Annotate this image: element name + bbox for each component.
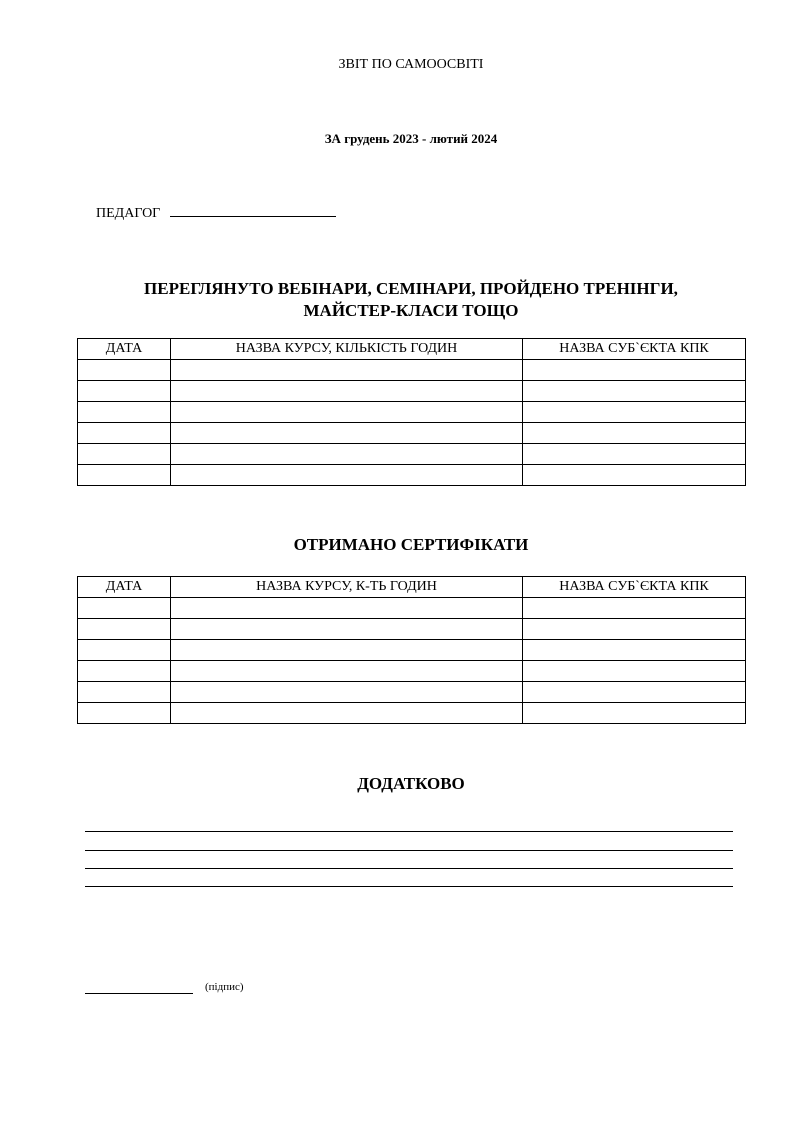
webinars-table [77,338,746,486]
signature-line[interactable] [85,993,193,994]
cell-date[interactable] [78,598,171,619]
cell-provider[interactable] [523,465,746,486]
cell-provider[interactable] [523,640,746,661]
cell-date[interactable] [78,465,171,486]
cell-course[interactable] [171,661,523,682]
cell-course[interactable] [171,598,523,619]
table-row [78,381,746,402]
additional-heading: ДОДАТКОВО [357,774,465,793]
table-header-row [78,577,746,598]
cell-provider[interactable] [523,703,746,724]
cell-course[interactable] [171,381,523,402]
webinars-heading-line2: МАЙСТЕР-КЛАСИ ТОЩО [303,301,519,320]
table-row [78,703,746,724]
additional-line-3[interactable] [85,868,733,869]
cell-provider[interactable] [523,682,746,703]
cell-date[interactable] [78,703,171,724]
table-row [78,640,746,661]
cell-course[interactable] [171,465,523,486]
webinars-heading-line1: ПЕРЕГЛЯНУТО ВЕБІНАРИ, СЕМІНАРИ, ПРОЙДЕНО ТРЕНІНГИ, [144,279,678,298]
table-row [78,423,746,444]
cell-course[interactable] [171,682,523,703]
cell-date[interactable] [78,661,171,682]
certificates-table [77,576,746,724]
cell-provider[interactable] [523,598,746,619]
table-row [78,598,746,619]
table-row [78,402,746,423]
table-row [78,444,746,465]
cell-date[interactable] [78,444,171,465]
cell-date[interactable] [78,360,171,381]
additional-line-1[interactable] [85,831,733,832]
cell-date[interactable] [78,402,171,423]
certificates-heading: ОТРИМАНО СЕРТИФІКАТИ [293,535,529,554]
table-row [78,682,746,703]
teacher-field [96,204,336,222]
cell-date[interactable] [78,682,171,703]
teacher-name-blank[interactable] [170,204,336,217]
cell-provider[interactable] [523,619,746,640]
column-header-course: НАЗВА КУРСУ, К-ТЬ ГОДИН [171,577,523,598]
cell-provider[interactable] [523,402,746,423]
cell-provider[interactable] [523,444,746,465]
column-header-date: ДАТА [78,339,171,360]
cell-provider[interactable] [523,381,746,402]
cell-provider[interactable] [523,423,746,444]
cell-course[interactable] [171,444,523,465]
table-row [78,661,746,682]
additional-line-4[interactable] [85,886,733,887]
additional-line-2[interactable] [85,850,733,851]
report-period: ЗА грудень 2023 - лютий 2024 [324,131,498,146]
document-title: ЗВІТ ПО САМООСВІТІ [338,57,484,72]
cell-course[interactable] [171,640,523,661]
cell-course[interactable] [171,619,523,640]
cell-provider[interactable] [523,360,746,381]
column-header-course: НАЗВА КУРСУ, КІЛЬКІСТЬ ГОДИН [171,339,523,360]
column-header-provider: НАЗВА СУБ`ЄКТА КПК [523,339,746,360]
cell-date[interactable] [78,381,171,402]
cell-course[interactable] [171,360,523,381]
table-row [78,465,746,486]
table-row [78,619,746,640]
table-row [78,360,746,381]
cell-date[interactable] [78,640,171,661]
cell-course[interactable] [171,703,523,724]
cell-date[interactable] [78,423,171,444]
teacher-label: ПЕДАГОГ [96,206,161,221]
cell-course[interactable] [171,402,523,423]
column-header-date: ДАТА [78,577,171,598]
table-header-row [78,339,746,360]
signature-label: (підпис) [205,981,244,993]
cell-date[interactable] [78,619,171,640]
webinars-heading [0,278,794,322]
column-header-provider: НАЗВА СУБ`ЄКТА КПК [523,577,746,598]
cell-course[interactable] [171,423,523,444]
cell-provider[interactable] [523,661,746,682]
